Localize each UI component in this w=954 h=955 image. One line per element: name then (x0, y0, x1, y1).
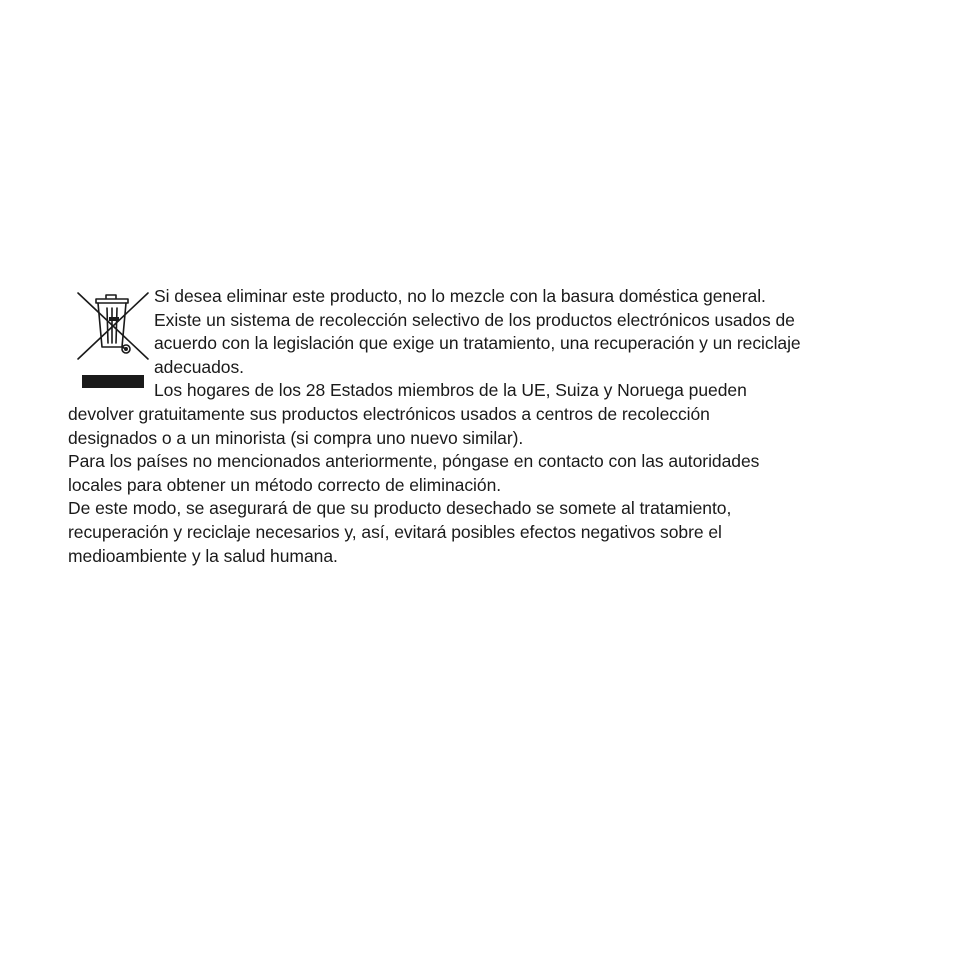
paragraph-eu-households (68, 379, 898, 450)
text-line: Los hogares de los 28 Estados miembros de la UE, Suiza y Noruega pueden (154, 380, 747, 401)
disposal-notice (68, 285, 898, 568)
text-line: medioambiente y la salud humana. (68, 545, 338, 566)
text-line: recuperación y reciclaje necesarios y, así, evitará posibles efectos negativos sobre el (68, 521, 722, 542)
text-line: designados o a un minorista (si compra uno nuevo similar). (68, 427, 524, 448)
text-line: adecuados. (154, 356, 244, 377)
text-line: devolver gratuitamente sus productos electrónicos usados a centros de recolección (68, 403, 710, 424)
paragraph-intro (68, 285, 898, 379)
text-line: De este modo, se asegurará de que su producto desechado se somete al tratamiento, (68, 498, 732, 519)
paragraph-other-countries (68, 450, 898, 497)
text-line: acuerdo con la legislación que exige un tratamiento, una recuperación y un reciclaje (154, 333, 801, 354)
text-line: Si desea eliminar este producto, no lo mezcle con la basura doméstica general. (154, 286, 766, 306)
text-line: locales para obtener un método correcto de eliminación. (68, 474, 502, 495)
paragraph-conclusion (68, 497, 898, 568)
text-line: Para los países no mencionados anteriormente, póngase en contacto con las autoridades (68, 451, 760, 472)
text-line: Existe un sistema de recolección selectivo de los productos electrónicos usados de (154, 309, 795, 330)
